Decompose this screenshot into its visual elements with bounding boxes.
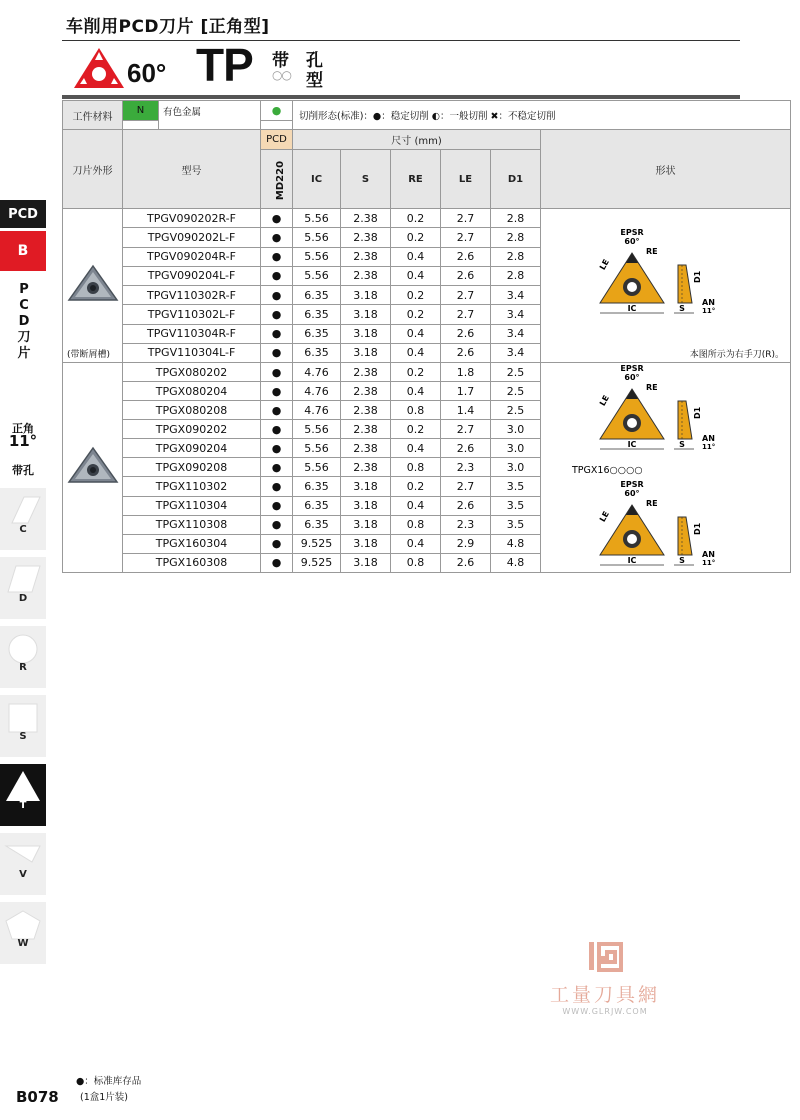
pcd-header: PCD xyxy=(261,130,293,150)
insert-code-circles: ○○ xyxy=(272,68,291,82)
dim-d1-cell: 3.4 xyxy=(491,343,541,362)
ic-label: IC xyxy=(627,304,636,313)
v-shape-icon xyxy=(4,838,42,872)
watermark-url: WWW.GLRJW.COM xyxy=(562,1007,648,1016)
stock-dot: ● xyxy=(261,515,293,534)
dim-re-cell: 0.4 xyxy=(391,534,441,553)
insert-code: TP xyxy=(196,39,253,91)
model-cell: TPGV090204L-F xyxy=(123,266,261,285)
shape-drawing-tpgv xyxy=(541,209,791,363)
model-cell: TPGX110308 xyxy=(123,515,261,534)
model-cell: TPGX160304 xyxy=(123,534,261,553)
dim-d1-cell: 2.8 xyxy=(491,266,541,285)
dim-le-cell: 2.7 xyxy=(441,477,491,496)
dim-d1-cell: 3.0 xyxy=(491,439,541,458)
le-label: LE xyxy=(597,257,611,272)
stock-dot: ● xyxy=(261,286,293,305)
dim-le-cell: 1.4 xyxy=(441,401,491,420)
dim-s-cell: 2.38 xyxy=(341,382,391,401)
stock-dot: ● xyxy=(261,420,293,439)
dim-d1-cell: 3.4 xyxy=(491,324,541,343)
stock-dot: ● xyxy=(261,228,293,247)
model-cell: TPGX080202 xyxy=(123,363,261,382)
right-hand-note: 本图所示为右手刀(R)。 xyxy=(689,350,785,360)
shape-tab-t[interactable] xyxy=(0,764,46,830)
s-label: S xyxy=(678,556,685,565)
dim-d1-cell: 4.8 xyxy=(491,534,541,553)
ic-label: IC xyxy=(627,556,636,565)
model-cell: TPGV090202R-F xyxy=(123,209,261,228)
dim-d1-cell: 2.8 xyxy=(491,247,541,266)
vertical-char: D xyxy=(18,314,30,329)
stock-dot: ● xyxy=(261,247,293,266)
grade-header xyxy=(261,150,293,209)
insert-photo-tpgx xyxy=(63,363,123,573)
dim-le-cell: 2.6 xyxy=(441,496,491,515)
page-number: B078 xyxy=(16,1088,59,1106)
grade-label: MD220 xyxy=(275,160,287,200)
vertical-section-label xyxy=(14,282,34,362)
stock-dot: ● xyxy=(261,382,293,401)
d-shape-icon xyxy=(4,562,42,596)
s-label: S xyxy=(678,440,685,449)
shape-tab-letter: R xyxy=(19,662,27,673)
dim-d1-cell: 2.5 xyxy=(491,382,541,401)
dim-ic-cell: 6.35 xyxy=(293,496,341,515)
dim-d1-cell: 3.5 xyxy=(491,477,541,496)
hole-type-label: 带孔 xyxy=(12,464,34,477)
watermark-logo-icon xyxy=(585,940,625,972)
shape-tab-letter: D xyxy=(18,593,28,604)
material-code-badge: N xyxy=(123,101,159,121)
model-cell: TPGX080208 xyxy=(123,401,261,420)
dim-s-cell: 3.18 xyxy=(341,324,391,343)
dim-s-cell: 3.18 xyxy=(341,477,391,496)
s-shape-icon xyxy=(4,700,42,734)
relief-angle-label xyxy=(0,422,46,448)
material-name: 有色金属 xyxy=(159,101,261,121)
vertical-char: C xyxy=(19,298,29,313)
dim-ic-cell: 5.56 xyxy=(293,439,341,458)
insert-photo-tpgv xyxy=(63,209,123,363)
tpgv-dimension-drawing xyxy=(566,209,766,359)
dim-d1-cell: 2.5 xyxy=(491,401,541,420)
dim-le-cell: 2.6 xyxy=(441,439,491,458)
dim-s-cell: 3.18 xyxy=(341,343,391,362)
model-cell: TPGV110304L-F xyxy=(123,343,261,362)
dim-ic-cell: 5.56 xyxy=(293,458,341,477)
material-recommend-dot: ● xyxy=(261,101,293,121)
insert-code-sub-2: 孔 xyxy=(306,51,323,71)
an-label: AN xyxy=(701,298,715,307)
dim-re-cell: 0.2 xyxy=(391,228,441,247)
vertical-char: 片 xyxy=(17,346,31,361)
dim-ic-cell: 6.35 xyxy=(293,343,341,362)
dim-s-cell: 3.18 xyxy=(341,305,391,324)
shape-header: 形状 xyxy=(541,130,791,209)
dim-re-cell: 0.4 xyxy=(391,324,441,343)
epsr-label: EPSR xyxy=(619,228,644,237)
tab-pcd[interactable]: PCD xyxy=(0,200,46,228)
model-cell: TPGX090204 xyxy=(123,439,261,458)
dim-ic-cell: 6.35 xyxy=(293,305,341,324)
dim-ic-cell: 5.56 xyxy=(293,209,341,228)
dim-re-cell: 0.4 xyxy=(391,439,441,458)
dim-le-cell: 2.9 xyxy=(441,534,491,553)
model-cell: TPGX080204 xyxy=(123,382,261,401)
dim-d1-cell: 3.5 xyxy=(491,515,541,534)
stock-dot: ● xyxy=(261,305,293,324)
dim-ic-cell: 6.35 xyxy=(293,477,341,496)
relief-angle-title: 正角 xyxy=(12,422,34,435)
dim-s-cell: 2.38 xyxy=(341,266,391,285)
d1-label: D1 xyxy=(692,522,702,535)
dim-re-cell: 0.2 xyxy=(391,305,441,324)
dim-ic-cell: 5.56 xyxy=(293,247,341,266)
dim-re-cell: 0.4 xyxy=(391,247,441,266)
an-label: AN xyxy=(701,550,715,559)
col-re-header: RE xyxy=(391,150,441,209)
dim-le-cell: 1.8 xyxy=(441,363,491,382)
cut-mode-legend: 切削形态(标准)：●：稳定切削 ◐：一般切削 ✖：不稳定切削 xyxy=(293,101,791,130)
stock-dot: ● xyxy=(261,477,293,496)
dim-ic-cell: 4.76 xyxy=(293,401,341,420)
shape-tab-w[interactable] xyxy=(0,902,46,968)
title-divider xyxy=(62,40,740,41)
dim-s-cell: 2.38 xyxy=(341,247,391,266)
dim-le-cell: 2.7 xyxy=(441,305,491,324)
dim-le-cell: 2.3 xyxy=(441,458,491,477)
shape-drawing-tpgx xyxy=(541,363,791,573)
col-s-header: S xyxy=(341,150,391,209)
insert-code-sub-1: 带 xyxy=(272,51,289,71)
shape-tab-r[interactable] xyxy=(0,626,46,692)
dim-re-cell: 0.4 xyxy=(391,343,441,362)
tpgx-dimension-drawing xyxy=(566,363,766,569)
model-cell: TPGX110302 xyxy=(123,477,261,496)
dim-le-cell: 2.7 xyxy=(441,420,491,439)
dim-le-cell: 2.7 xyxy=(441,228,491,247)
stock-dot: ● xyxy=(261,496,293,515)
dim-s-cell: 2.38 xyxy=(341,420,391,439)
header-rule xyxy=(62,95,740,99)
stock-dot: ● xyxy=(261,401,293,420)
d1-label: D1 xyxy=(692,406,702,419)
shape-tab-letter: S xyxy=(19,731,27,742)
dim-ic-cell: 9.525 xyxy=(293,553,341,572)
stock-dot: ● xyxy=(261,363,293,382)
col-d1-header: D1 xyxy=(491,150,541,209)
dim-ic-cell: 6.35 xyxy=(293,324,341,343)
w-shape-icon xyxy=(4,907,42,941)
stock-dot: ● xyxy=(261,439,293,458)
shape-tab-letter: C xyxy=(19,524,27,535)
model-cell: TPGV090204R-F xyxy=(123,247,261,266)
dim-le-cell: 2.6 xyxy=(441,247,491,266)
table-row xyxy=(63,209,791,228)
stock-dot: ● xyxy=(261,534,293,553)
dim-d1-cell: 2.5 xyxy=(491,363,541,382)
dim-re-cell: 0.2 xyxy=(391,209,441,228)
dim-ic-cell: 9.525 xyxy=(293,534,341,553)
dim-d1-cell: 3.5 xyxy=(491,496,541,515)
insert-photo-icon xyxy=(65,262,121,306)
dim-d1-cell: 3.4 xyxy=(491,286,541,305)
dim-le-cell: 2.3 xyxy=(441,515,491,534)
col-ic-header: IC xyxy=(293,150,341,209)
dim-re-cell: 0.2 xyxy=(391,363,441,382)
dim-le-cell: 2.6 xyxy=(441,553,491,572)
vertical-char: 刀 xyxy=(17,330,31,345)
stock-dot: ● xyxy=(261,458,293,477)
stock-dot: ● xyxy=(261,209,293,228)
spec-table xyxy=(62,100,791,573)
shape-tab-letter: W xyxy=(17,938,29,949)
table-row xyxy=(63,363,791,382)
dim-s-cell: 3.18 xyxy=(341,534,391,553)
shape-tab-letter: V xyxy=(19,869,27,880)
epsr-label: EPSR xyxy=(619,480,644,489)
t-shape-icon xyxy=(4,769,42,803)
model-cell: TPGX110304 xyxy=(123,496,261,515)
tpgx16-label: TPGX16○○○○ xyxy=(571,465,643,476)
dim-ic-cell: 5.56 xyxy=(293,420,341,439)
epsr-angle-label: 60° xyxy=(623,373,640,382)
dim-d1-cell: 4.8 xyxy=(491,553,541,572)
angle-label: 60° xyxy=(127,58,167,88)
dim-d1-cell: 3.4 xyxy=(491,305,541,324)
dim-s-cell: 2.38 xyxy=(341,458,391,477)
le-label: LE xyxy=(597,393,611,408)
dim-le-cell: 2.6 xyxy=(441,343,491,362)
model-cell: TPGX090208 xyxy=(123,458,261,477)
dim-d1-cell: 3.0 xyxy=(491,458,541,477)
triangle-insert-logo-icon xyxy=(72,46,126,90)
insert-shape-header: 刀片外形 xyxy=(63,130,123,209)
model-cell: TPGX160308 xyxy=(123,553,261,572)
dim-re-cell: 0.2 xyxy=(391,286,441,305)
stock-dot: ● xyxy=(261,324,293,343)
epsr-label: EPSR xyxy=(619,364,644,373)
epsr-angle-label: 60° xyxy=(623,489,640,498)
shape-tab-d[interactable] xyxy=(0,557,46,623)
model-cell: TPGV090202L-F xyxy=(123,228,261,247)
dim-s-cell: 2.38 xyxy=(341,209,391,228)
dim-re-cell: 0.8 xyxy=(391,515,441,534)
dim-le-cell: 1.7 xyxy=(441,382,491,401)
vertical-char: P xyxy=(19,282,29,297)
footnote-stock: ●：标准库存品 xyxy=(76,1076,142,1087)
tab-b[interactable]: B xyxy=(0,231,46,271)
dim-s-cell: 3.18 xyxy=(341,496,391,515)
model-header: 型号 xyxy=(123,130,261,209)
dim-le-cell: 2.7 xyxy=(441,209,491,228)
dim-le-cell: 2.6 xyxy=(441,324,491,343)
dim-s-cell: 2.38 xyxy=(341,439,391,458)
dim-re-cell: 0.8 xyxy=(391,458,441,477)
dim-s-cell: 3.18 xyxy=(341,515,391,534)
shape-tab-v[interactable] xyxy=(0,833,46,899)
dim-ic-cell: 6.35 xyxy=(293,286,341,305)
watermark xyxy=(540,940,670,1016)
dim-s-cell: 3.18 xyxy=(341,286,391,305)
dim-ic-cell: 4.76 xyxy=(293,363,341,382)
re-label: RE xyxy=(645,499,658,508)
an-angle-label: 11° xyxy=(701,559,715,567)
col-le-header: LE xyxy=(441,150,491,209)
dim-le-cell: 2.7 xyxy=(441,286,491,305)
re-label: RE xyxy=(645,247,658,256)
stock-dot: ● xyxy=(261,266,293,285)
footnote-packing: (1盒1片装) xyxy=(80,1092,129,1103)
dim-d1-cell: 3.0 xyxy=(491,420,541,439)
epsr-angle-label: 60° xyxy=(623,237,640,246)
workpiece-label: 工件材料 xyxy=(63,101,123,130)
dim-ic-cell: 4.76 xyxy=(293,382,341,401)
dim-re-cell: 0.4 xyxy=(391,266,441,285)
dimensions-header: 尺寸 (mm) xyxy=(293,130,541,150)
dim-re-cell: 0.4 xyxy=(391,382,441,401)
r-shape-icon xyxy=(4,631,42,665)
dim-re-cell: 0.2 xyxy=(391,420,441,439)
dim-re-cell: 0.8 xyxy=(391,553,441,572)
dim-re-cell: 0.2 xyxy=(391,477,441,496)
stock-dot: ● xyxy=(261,343,293,362)
an-angle-label: 11° xyxy=(701,443,715,451)
dim-le-cell: 2.6 xyxy=(441,266,491,285)
shape-tab-letter: T xyxy=(19,800,27,811)
dim-re-cell: 0.4 xyxy=(391,496,441,515)
model-cell: TPGV110304R-F xyxy=(123,324,261,343)
dim-d1-cell: 2.8 xyxy=(491,228,541,247)
le-label: LE xyxy=(597,509,611,524)
c-shape-icon xyxy=(4,493,42,527)
re-label: RE xyxy=(645,383,658,392)
s-label: S xyxy=(678,304,685,313)
chipbreaker-note: (带断屑槽) xyxy=(67,350,111,360)
dim-ic-cell: 5.56 xyxy=(293,228,341,247)
an-angle-label: 11° xyxy=(701,307,715,315)
watermark-name: 工量刀具網 xyxy=(549,984,660,1006)
shape-tab-c[interactable] xyxy=(0,488,46,554)
dim-re-cell: 0.8 xyxy=(391,401,441,420)
relief-angle-value: 11° xyxy=(8,432,38,450)
stock-dot: ● xyxy=(261,553,293,572)
dim-s-cell: 2.38 xyxy=(341,228,391,247)
dim-s-cell: 3.18 xyxy=(341,553,391,572)
model-cell: TPGV110302L-F xyxy=(123,305,261,324)
shape-tab-s[interactable] xyxy=(0,695,46,761)
insert-photo-icon xyxy=(65,444,121,488)
page-title: 车削用PCD刀片 [正角型] xyxy=(66,17,270,37)
an-label: AN xyxy=(701,434,715,443)
model-cell: TPGV110302R-F xyxy=(123,286,261,305)
model-cell: TPGX090202 xyxy=(123,420,261,439)
dim-s-cell: 2.38 xyxy=(341,401,391,420)
ic-label: IC xyxy=(627,440,636,449)
d1-label: D1 xyxy=(692,270,702,283)
dim-ic-cell: 6.35 xyxy=(293,515,341,534)
insert-code-sub-3: 型 xyxy=(306,71,323,91)
dim-d1-cell: 2.8 xyxy=(491,209,541,228)
dim-ic-cell: 5.56 xyxy=(293,266,341,285)
dim-s-cell: 2.38 xyxy=(341,363,391,382)
